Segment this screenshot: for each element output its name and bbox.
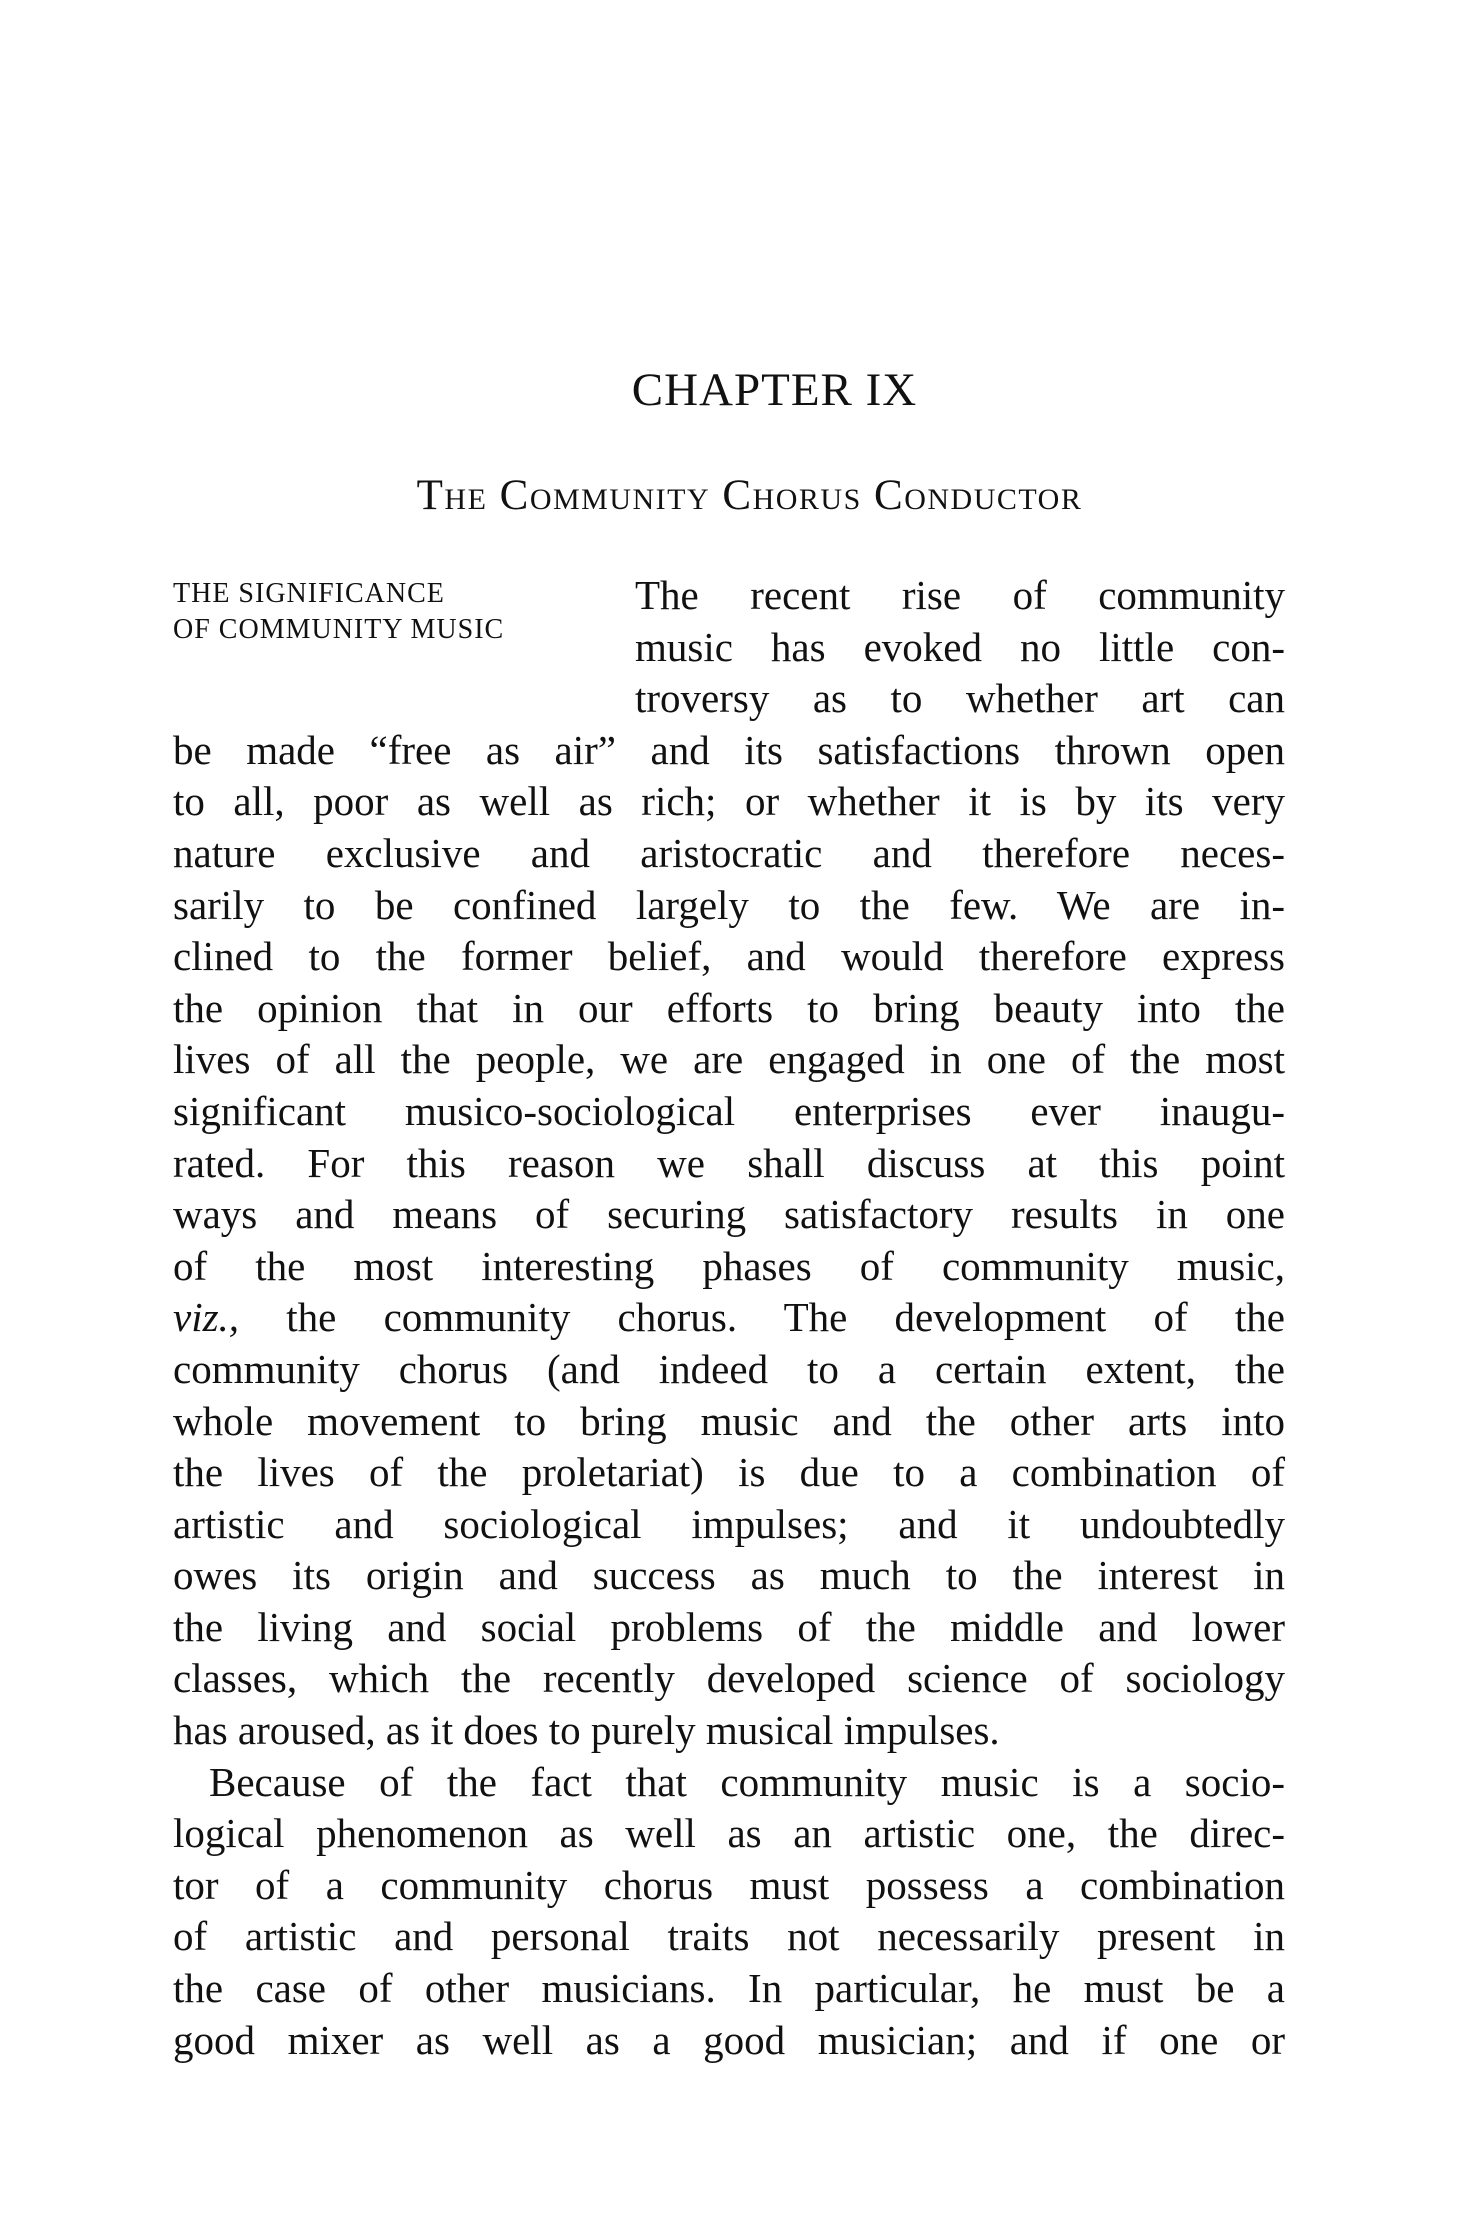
text-line: the lives of the proletariat) is due to a combination of (173, 1449, 1285, 1496)
text-line: good mixer as well as a good musician; and if one or (173, 2016, 1285, 2063)
chapter-heading: CHAPTER IX (631, 364, 918, 416)
text-line: the living and social problems of the middle and lower (173, 1603, 1285, 1650)
text-line: of the most interesting phases of community music, (173, 1242, 1285, 1289)
text-line: be made “free as air” and its satisfactions thrown open (173, 726, 1285, 773)
text-line-rest: the community chorus. The development of the (286, 1294, 1285, 1341)
paragraph-2 (173, 1757, 1285, 2067)
italic-abbreviation: viz., (173, 1294, 240, 1341)
text-line: logical phenomenon as well as an artistic one, the direc- (173, 1810, 1285, 1857)
text-line: community chorus (and indeed to a certain extent, the (173, 1345, 1285, 1392)
text-line: significant musico-sociological enterprises ever inaugu- (173, 1087, 1285, 1134)
text-line: the opinion that in our efforts to bring beauty into the (173, 984, 1285, 1031)
side-note (173, 576, 603, 648)
text-line: artistic and sociological impulses; and it undoubtedly (173, 1500, 1285, 1547)
text-line: to all, poor as well as rich; or whether it is by its very (173, 778, 1285, 825)
chapter-title: The Community Chorus Conductor (416, 472, 1083, 519)
text-line-with-italic (173, 1292, 1285, 1344)
text-line: The recent rise of community (635, 572, 1285, 618)
text-line: music has evoked no little con- (635, 623, 1285, 670)
text-line: tor of a community chorus must possess a combination (173, 1861, 1285, 1908)
text-line: whole movement to bring music and the other arts into (173, 1397, 1285, 1444)
text-line: sarily to be confined largely to the few. We are in- (173, 881, 1285, 928)
text-line: troversy as to whether art can (635, 675, 1285, 722)
text-line: of artistic and personal traits not necessarily present in (173, 1913, 1285, 1960)
text-line: has aroused, as it does to purely musical impulses. (173, 1707, 1000, 1754)
text-line: clined to the former belief, and would therefore express (173, 933, 1285, 980)
side-note-line: THE SIGNIFICANCE (173, 578, 445, 609)
text-line: classes, which the recently developed science of sociology (173, 1655, 1285, 1702)
side-note-line: OF COMMUNITY MUSIC (173, 614, 505, 645)
paragraph-1 (173, 570, 1285, 1757)
text-line: lives of all the people, we are engaged in one of the most (173, 1036, 1285, 1083)
text-line: nature exclusive and aristocratic and therefore neces- (173, 829, 1285, 876)
text-line: ways and means of securing satisfactory results in one (173, 1191, 1285, 1238)
text-line: the case of other musicians. In particular, he must be a (173, 1965, 1285, 2012)
text-line: rated. For this reason we shall discuss at this point (173, 1139, 1285, 1186)
text-line: owes its origin and success as much to the interest in (173, 1552, 1285, 1599)
body-text (173, 570, 1285, 2066)
text-line: Because of the fact that community music is a socio- (209, 1758, 1285, 1805)
